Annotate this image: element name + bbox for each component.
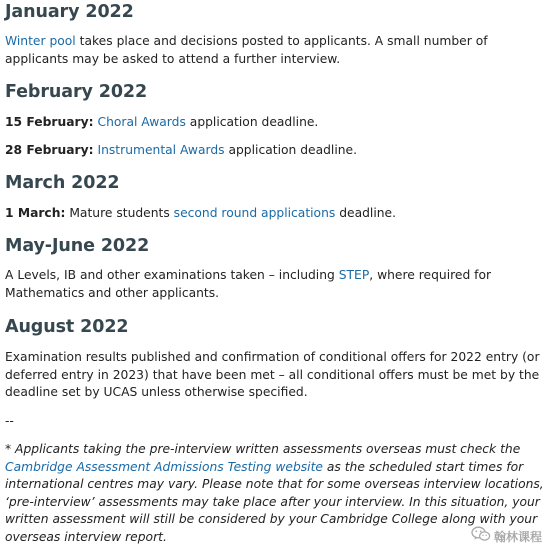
link-admissions-testing-website[interactable]: Cambridge Assessment Admissions Testing website [5,459,323,474]
footnote-post: as the scheduled start times for international centres may vary. Please note that for some overseas interview locations, ‘pre-interview’ assessments may take place after your interview. In this situation, your written assessment will still be considered by your Cambridge College along with your overseas interview report. [5,459,544,544]
footnote-pre: * Applicants taking the pre-interview written assessments overseas must check the [5,442,521,456]
footnote [5,441,545,546]
watermark [471,526,542,546]
heading-march: March 2022 [5,173,120,193]
date-28-february: 28 February: [5,143,94,157]
paragraph-february-instrumental [5,142,357,160]
text-january: takes place and decisions posted to applicants. A small number of applicants may be asked to attend a further interview. [5,34,488,66]
wechat-icon [471,526,491,546]
link-choral-awards[interactable]: Choral Awards [97,115,186,129]
heading-may-june: May-June 2022 [5,236,150,256]
paragraph-august: Examination results published and confirmation of conditional offers for 2022 entry (or deferred entry in 2023) that have been met – all conditional offers must be met by the deadline set by UCAS unless otherwise specified. [5,350,540,399]
link-second-round-applications[interactable]: second round applications [173,206,336,220]
text-may-post: , where required for Mathematics and other applicants. [5,268,492,300]
text-may-pre: A Levels, IB and other examinations taken – including [5,268,339,282]
link-step[interactable]: STEP [338,268,370,282]
separator: -- [5,414,14,428]
paragraph-january [5,33,545,68]
text-march-post: deadline. [335,206,397,220]
heading-january: January 2022 [5,2,134,22]
paragraph-march [5,205,396,223]
text-march-pre: Mature students [65,206,174,220]
text-choral-deadline: application deadline. [185,115,319,129]
watermark-text: 翰林课程 [493,529,542,544]
link-winter-pool[interactable]: Winter pool [5,34,76,48]
paragraph-february-choral [5,114,318,132]
paragraph-may-june [5,267,545,302]
heading-august: August 2022 [5,317,129,337]
link-instrumental-awards[interactable]: Instrumental Awards [97,143,225,157]
date-1-march: 1 March: [5,206,66,220]
heading-february: February 2022 [5,82,148,102]
date-15-february: 15 February: [5,115,94,129]
text-instrumental-deadline: application deadline. [224,143,358,157]
